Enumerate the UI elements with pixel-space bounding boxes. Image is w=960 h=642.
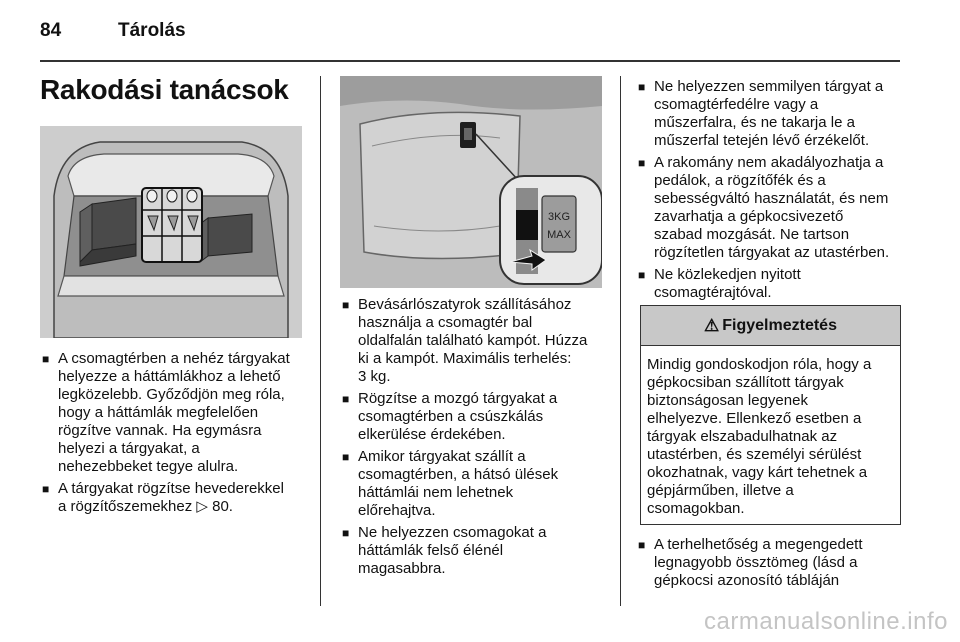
bullet-line: műszerfal tetején lévő érzékelőt. — [654, 132, 870, 149]
header-rule — [40, 60, 900, 62]
list-item — [42, 480, 312, 516]
bullet-marker: ■ — [638, 538, 646, 552]
column3-bullets-top — [638, 78, 908, 306]
bullet-line: szabad mozgását. Ne tartson — [654, 226, 850, 243]
list-item — [342, 448, 614, 520]
bullet-line: rögzítve vannak. Ha egymásra — [58, 422, 262, 439]
bullet-line: Amikor tárgyakat szállít a — [358, 448, 526, 465]
column-divider-right — [620, 76, 621, 606]
bullet-marker: ■ — [342, 392, 350, 406]
list-item — [638, 536, 908, 590]
warning-line: gépkocsiban szállított tárgyak — [647, 374, 844, 391]
page-header — [40, 18, 920, 58]
warning-body — [641, 346, 900, 518]
bullet-line: sebességváltó használatát, és nem — [654, 190, 889, 207]
bullet-line: csomagtérben a csúszkálás — [358, 408, 544, 425]
bullet-line: csomagtérajtóval. — [654, 284, 772, 301]
watermark: carmanualsonline.info — [704, 608, 948, 635]
warning-box — [640, 305, 901, 525]
list-item — [638, 154, 908, 262]
bullet-line: magasabbra. — [358, 560, 446, 577]
bullet-line: ki a kampót. Maximális terhelés: — [358, 350, 572, 367]
bullet-line: háttámlák felső élénél — [358, 542, 504, 559]
bullet-line: A csomagtérben a nehéz tárgyakat — [58, 350, 290, 367]
bullet-marker: ■ — [342, 450, 350, 464]
section-title: Rakodási tanácsok — [40, 74, 289, 105]
bullet-line: elkerülése érdekében. — [358, 426, 506, 443]
bullet-line: használja a csomagtér bal — [358, 314, 533, 331]
trunk-loading-svg — [40, 126, 302, 338]
shopping-bag-hook-illustration — [340, 76, 602, 288]
bullet-line: műszerfalra, és ne takarja le a — [654, 114, 855, 131]
column2-bullets — [342, 296, 614, 582]
bullet-line: A rakomány nem akadályozhatja a — [654, 154, 884, 171]
running-title: Tárolás — [118, 20, 186, 41]
bullet-marker: ■ — [42, 482, 50, 496]
bullet-line: Bevásárlószatyrok szállításához — [358, 296, 572, 313]
warning-line: biztonságosan legyenek — [647, 392, 808, 409]
bullet-line: Ne helyezzen semmilyen tárgyat a — [654, 78, 884, 95]
column1-bullets — [42, 350, 312, 520]
hook-load-label: 3KG — [547, 211, 571, 223]
bullet-line: oldalfalán található kampót. Húzza — [358, 332, 588, 349]
bullet-line: zavarhatja a gépkocsivezető — [654, 208, 844, 225]
bullet-line: csomagtérben, a hátsó ülések — [358, 466, 559, 483]
bullet-line: Ne helyezzen csomagokat a — [358, 524, 547, 541]
warning-line: Mindig gondoskodjon róla, hogy a — [647, 356, 872, 373]
bullet-line: A terhelhetőség a megengedett — [654, 536, 863, 553]
bullet-line: legnagyobb össztömeg (lásd a — [654, 554, 858, 571]
bullet-line: gépkocsi azonosító tábláján — [654, 572, 840, 589]
warning-header — [641, 306, 900, 346]
bullet-marker: ■ — [638, 156, 646, 170]
bullet-marker: ■ — [342, 526, 350, 540]
list-item — [342, 390, 614, 444]
list-item — [638, 266, 908, 302]
warning-line: okozhatnak, vagy kárt tehetnek a — [647, 464, 868, 481]
bullet-line: legközelebb. Győződjön meg róla, — [58, 386, 285, 403]
bullet-line: pedálok, a rögzítőfék és a — [654, 172, 826, 189]
list-item — [638, 78, 908, 150]
warning-line: tárgyak elszabadulhatnak az — [647, 428, 838, 445]
trunk-loading-illustration — [40, 126, 302, 338]
warning-line: gépjárműben, illetve a — [647, 482, 794, 499]
bullet-line: 3 kg. — [358, 368, 391, 385]
column-divider-left — [320, 76, 321, 606]
warning-triangle-icon: ⚠ — [704, 315, 720, 335]
bullet-line: hogy a háttámlák megfelelően — [58, 404, 259, 421]
bullet-marker: ■ — [638, 268, 646, 282]
bullet-line: háttámlái nem lehetnek — [358, 484, 514, 501]
bullet-line: előrehajtva. — [358, 502, 436, 519]
bullet-marker: ■ — [342, 298, 350, 312]
bullet-line: nehezebbeket tegye alulra. — [58, 458, 239, 475]
hook-svg — [340, 76, 602, 288]
bullet-line: a rögzítőszemekhez ▷ 80. — [58, 498, 233, 515]
bullet-line: helyezze a háttámlákhoz a lehető — [58, 368, 281, 385]
warning-line: elhelyezve. Ellenkező esetben a — [647, 410, 862, 427]
bullet-line: helyezi a tárgyakat, a — [58, 440, 200, 457]
column3-bullets-bottom — [638, 536, 908, 594]
warning-line: csomagokban. — [647, 500, 745, 517]
bullet-marker: ■ — [638, 80, 646, 94]
bullet-line: Ne közlekedjen nyitott — [654, 266, 801, 283]
hook-max-label: MAX — [547, 229, 571, 241]
page-number: 84 — [40, 20, 62, 41]
warning-title: Figyelmeztetés — [722, 316, 837, 334]
bullet-line: csomagtérfedélre vagy a — [654, 96, 819, 113]
list-item — [342, 296, 614, 386]
bullet-line: Rögzítse a mozgó tárgyakat a — [358, 390, 558, 407]
list-item — [342, 524, 614, 578]
bullet-line: A tárgyakat rögzítse hevederekkel — [58, 480, 284, 497]
list-item — [42, 350, 312, 476]
bullet-marker: ■ — [42, 352, 50, 366]
warning-line: utastérben, és személyi sérülést — [647, 446, 862, 463]
bullet-line: rögzítetlen tárgyakat az utastérben. — [654, 244, 890, 261]
